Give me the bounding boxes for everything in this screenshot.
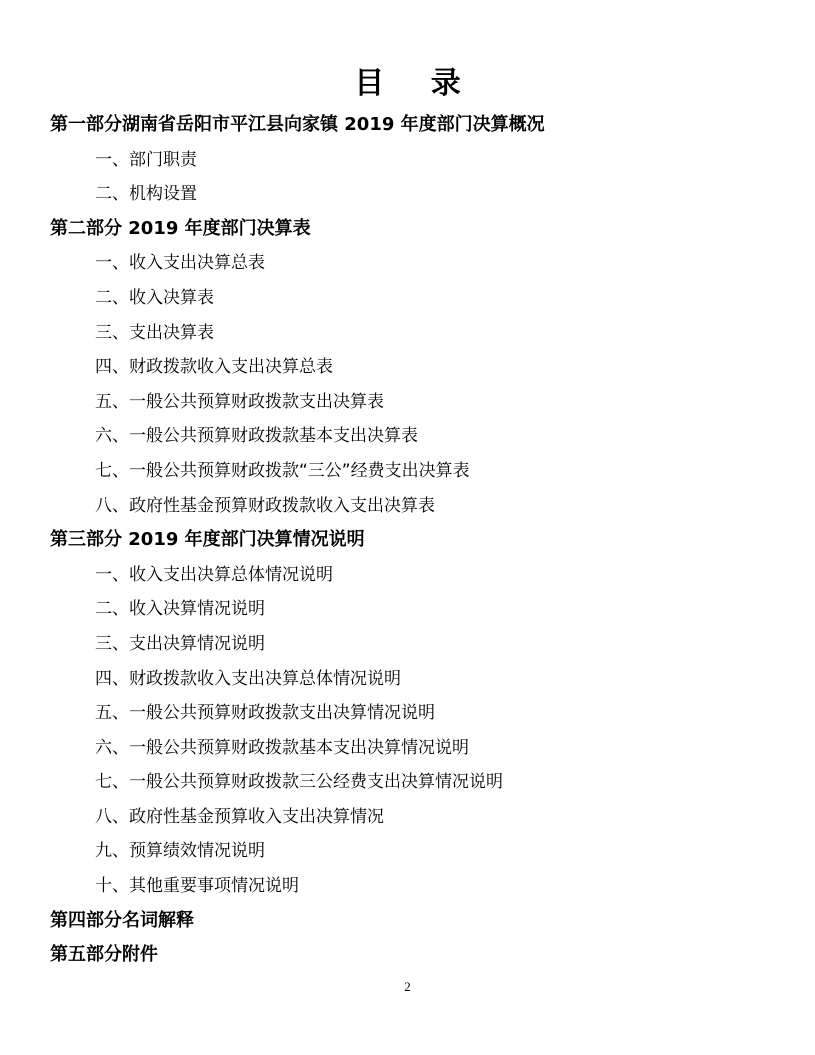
toc-entry: 九、预算绩效情况说明	[95, 841, 265, 862]
page-number: 2	[404, 979, 411, 994]
toc-entry: 七、一般公共预算财政拨款三公经费支出决算情况说明	[95, 772, 503, 793]
toc-entry: 四、财政拨款收入支出决算总表	[95, 357, 333, 378]
toc-entry: 八、政府性基金预算财政拨款收入支出决算表	[95, 495, 435, 516]
toc-entry: 三、支出决算表	[95, 322, 214, 343]
toc-entry: 五、一般公共预算财政拨款支出决算表	[95, 391, 384, 412]
toc-entry: 四、财政拨款收入支出决算总体情况说明	[95, 668, 401, 689]
toc-entry: 二、收入决算表	[95, 287, 214, 308]
table-of-contents	[50, 108, 790, 973]
toc-entry: 六、一般公共预算财政拨款基本支出决算表	[95, 426, 418, 447]
toc-part-heading: 第四部分名词解释	[50, 909, 194, 931]
toc-entry: 七、一般公共预算财政拨款“三公”经费支出决算表	[95, 460, 470, 481]
toc-entry: 二、机构设置	[95, 184, 197, 205]
toc-entry: 六、一般公共预算财政拨款基本支出决算情况说明	[95, 737, 469, 758]
toc-part-heading: 第五部分附件	[50, 944, 158, 966]
toc-entry: 一、收入支出决算总表	[95, 253, 265, 274]
toc-part-heading: 第三部分 2019 年度部门决算情况说明	[50, 529, 365, 551]
toc-entry: 二、收入决算情况说明	[95, 599, 265, 620]
toc-entry: 三、支出决算情况说明	[95, 633, 265, 654]
toc-entry: 八、政府性基金预算收入支出决算情况	[95, 806, 384, 827]
toc-entry: 五、一般公共预算财政拨款支出决算情况说明	[95, 703, 435, 724]
toc-part-heading: 第一部分湖南省岳阳市平江县向家镇 2019 年度部门决算概况	[50, 114, 545, 135]
page-title: 目 录	[354, 66, 479, 101]
toc-entry: 一、部门职责	[95, 149, 197, 170]
toc-part-heading: 第二部分 2019 年度部门决算表	[50, 217, 311, 239]
toc-entry: 十、其他重要事项情况说明	[95, 876, 299, 897]
toc-entry: 一、收入支出决算总体情况说明	[95, 564, 333, 585]
